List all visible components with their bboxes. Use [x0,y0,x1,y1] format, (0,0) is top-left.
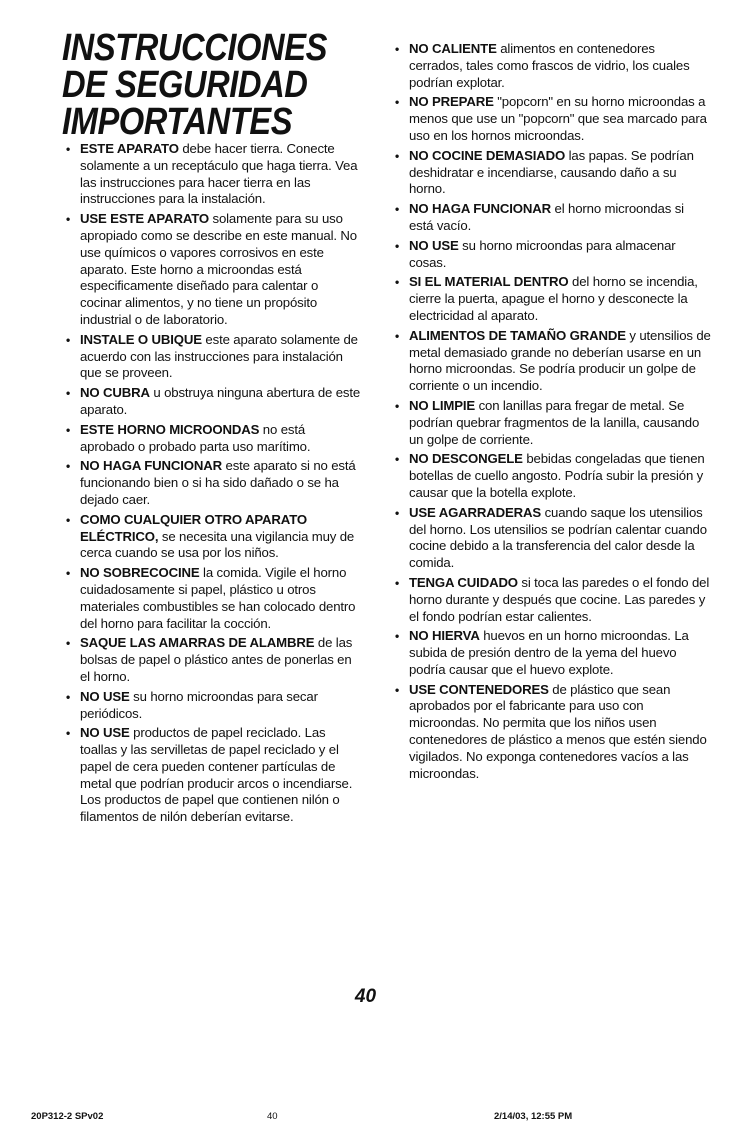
item-text: la comida. Vigile el horno cuidadosamente si papel, plástico u otros materiales combustibles se han colocado dentro del horno para facilitar la cocción. [80,565,356,631]
item-lead: NO SOBRECOCINE [80,565,200,581]
item-lead: NO HIERVA [409,628,480,644]
safety-item [66,512,362,562]
safety-item [395,398,711,448]
safety-item [395,94,711,144]
bullet-marker: • [66,422,71,437]
footer-doc-code: 20P312-2 SPv02 [31,1111,104,1122]
item-lead: NO PREPARE [409,94,494,110]
item-text: "popcorn" en su horno microondas a menos que use un "popcorn" que sea marcado para uso en los hornos microondas. [409,94,707,143]
item-lead: USE AGARRADERAS [409,504,542,520]
page-title [62,27,327,143]
bullet-marker: • [66,726,71,741]
item-lead: NO USE [80,725,130,741]
safety-item [66,635,362,685]
safety-item [66,422,362,456]
safety-item [395,575,711,625]
item-lead: SI EL MATERIAL DENTRO [409,274,569,290]
item-text: las papas. Se podrían deshidratar e incendiarse, causando daño a su horno. [409,147,694,197]
item-lead: INSTALE O UBIQUE [80,331,202,347]
left-safety-list [66,141,362,826]
bullet-marker: • [395,575,400,590]
bullet-marker: • [66,386,71,401]
bullet-marker: • [66,142,71,156]
safety-item [66,211,362,329]
safety-item [66,141,362,208]
item-lead: USE CONTENEDORES [409,681,549,697]
safety-item [395,628,711,678]
bullet-marker: • [395,202,400,217]
item-lead: ALIMENTOS DE TAMAÑO GRANDE [409,327,626,343]
safety-item [66,725,362,826]
bullet-marker: • [395,629,400,644]
item-text: cuando saque los utensilios del horno. Los utensilios se podrían calentar cuando cocine debido a la transferencia del calor desde la comida. [409,504,707,571]
bullet-marker: • [66,459,71,474]
item-text: si toca las paredes o el fondo del horno durante y después que cocine. Las paredes y el fondo podrían estar calientes. [409,574,710,624]
safety-item [66,458,362,508]
item-text: del horno se incendia, cierre la puerta, apague el horno y desconecte la electricidad al aparato. [409,274,698,323]
title-line-2: DE SEGURIDAD [62,64,308,106]
item-text: alimentos en contenedores cerrados, tales como frascos de vidrio, los cuales podrían explotar. [409,41,690,90]
item-lead: USE ESTE APARATO [80,211,210,227]
item-text: de las bolsas de papel o plástico antes de ponerlas en el horno. [80,635,353,684]
item-text: se necesita una vigilancia muy de cerca cuando se usa por los niños. [80,528,355,561]
item-text: u obstruya ninguna abertura de este aparato. [80,385,361,417]
bullet-marker: • [395,452,400,467]
bullet-marker: • [66,332,71,347]
bullet-marker: • [395,275,400,290]
item-lead: NO CALIENTE [409,41,497,56]
title-line-3: IMPORTANTES [62,101,293,143]
item-text: el horno microondas si está vacío. [409,201,684,233]
safety-item [395,148,711,198]
bullet-marker: • [395,682,400,697]
item-text: bebidas congeladas que tienen botellas de cuello angosto. Podría subir la presión y causar que la botella explote. [409,451,705,500]
item-text: este aparato solamente de acuerdo con las instrucciones para instalación que se proveen. [80,331,358,381]
bullet-marker: • [395,328,400,343]
item-text: no está aprobado o probado parta uso marítimo. [80,421,311,454]
right-column [395,41,711,785]
safety-item [66,689,362,723]
item-lead: NO COCINE DEMASIADO [409,147,566,163]
item-lead: NO USE [409,237,459,253]
title-line-1: INSTRUCCIONES [62,27,327,69]
bullet-marker: • [66,689,71,704]
bullet-marker: • [66,636,71,651]
item-lead: NO USE [80,688,130,704]
item-text: con lanillas para fregar de metal. Se podrían quebrar fragmentos de la lanilla, causando un golpe de corriente. [409,397,700,447]
item-text: este aparato si no está funcionando bien o si ha sido dañado o se ha dejado caer. [80,458,356,507]
safety-item [66,332,362,382]
item-lead: ESTE APARATO [80,141,179,156]
safety-item [395,451,711,501]
item-lead: NO CUBRA [80,385,150,401]
bullet-marker: • [66,212,71,227]
item-lead: COMO CUALQUIER OTRO APARATO ELÉCTRICO, [80,511,307,544]
item-text: solamente para su uso apropiado como se describe en este manual. No use químicos o vapores corrosivos en este aparato. Este horno a microondas está especificamente diseñado para calentar o cocinar alimentos, y no tiene un propósito industrial o de laboratorio. [80,211,357,327]
item-text: huevos en un horno microondas. La subida de presión dentro de la yema del huevo podría causar que el huevo explote. [409,628,689,677]
item-text: de plástico que sean aprobados por el fabricante para uso con microondas. No permita que los niños usen contenedores de plástico a menos que estén siendo vigilados. No exponga contenedores vacíos a las microondas. [409,681,707,781]
footer-page-number: 40 [267,1111,278,1122]
bullet-marker: • [66,512,71,527]
safety-item [395,505,711,572]
safety-item [395,682,711,783]
bullet-marker: • [66,566,71,581]
item-text: y utensilios de metal demasiado grande no deberían usarse en un horno microondas. Se podría producir un golpe de corriente o un incendio. [409,327,711,394]
safety-item [395,41,711,91]
bullet-marker: • [395,398,400,413]
item-lead: SAQUE LAS AMARRAS DE ALAMBRE [80,635,315,651]
safety-item [66,385,362,419]
item-lead: NO LIMPIE [409,397,476,413]
item-lead: NO HAGA FUNCIONAR [80,458,223,474]
item-text: su horno microondas para secar periódicos. [80,688,318,721]
item-lead: TENGA CUIDADO [409,574,518,590]
safety-item [66,565,362,632]
safety-item [395,274,711,324]
item-lead: NO HAGA FUNCIONAR [409,201,552,217]
bullet-marker: • [395,238,400,253]
item-lead: NO DESCONGELE [409,451,523,467]
safety-item [395,328,711,395]
left-column [66,141,362,829]
item-lead: ESTE HORNO MICROONDAS [80,421,260,437]
footer-timestamp: 2/14/03, 12:55 PM [494,1111,573,1122]
bullet-marker: • [395,505,400,520]
item-text: productos de papel reciclado. Las toallas y las servilletas de papel reciclado y el papel de cera pueden contener partículas de metal que podrían producir arcos o incendiarse. Los productos de papel que contienen nilón o filamentos de nilón deberían evitarse. [80,725,353,825]
bullet-marker: • [395,148,400,163]
item-text: su horno microondas para almacenar cosas. [409,237,676,270]
right-safety-list [395,41,711,782]
safety-item [395,238,711,272]
bullet-marker: • [395,42,400,56]
item-text: debe hacer tierra. Conecte solamente a un receptáculo que haga tierra. Vea las instrucciones para hacer tierra en las instrucciones para la instalación. [80,141,358,207]
page-number: 40 [354,986,377,1007]
bullet-marker: • [395,95,400,110]
safety-item [395,201,711,235]
